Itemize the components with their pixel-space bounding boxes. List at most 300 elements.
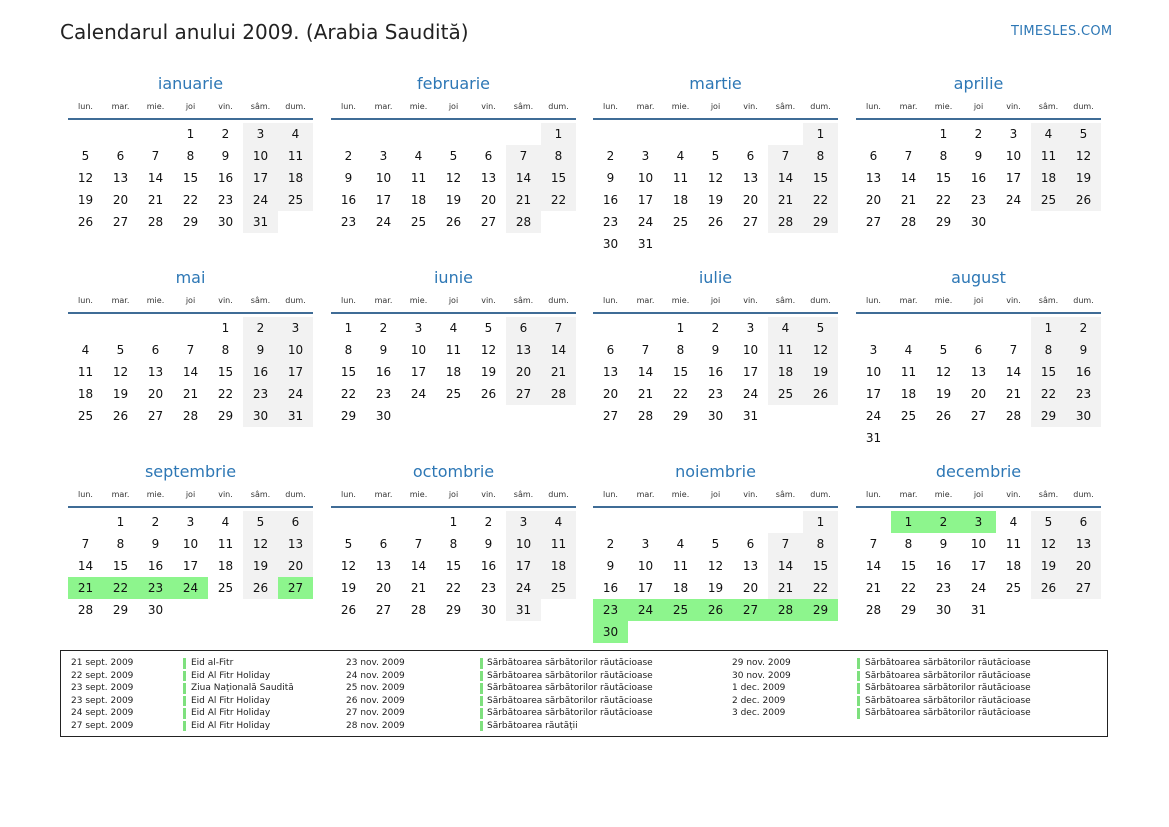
day-cell: 15 (672, 365, 689, 379)
day-cell: 24 (243, 189, 278, 211)
day-cell: 1 (186, 127, 195, 141)
legend-color-bar (857, 671, 860, 682)
weekday-label: lun. (603, 490, 618, 499)
day-cell: 22 (541, 189, 576, 211)
day-cell: 12 (935, 365, 952, 379)
day-cell: 16 (602, 193, 619, 207)
day-cell: 7 (768, 145, 803, 167)
day-cell: 24 (742, 387, 759, 401)
day-cell: 25 (768, 383, 803, 405)
legend-color-bar (183, 671, 186, 682)
day-cell: 12 (243, 533, 278, 555)
weekday-label: mar. (374, 102, 393, 111)
day-cell: 12 (803, 339, 838, 361)
day-cell: 24 (970, 581, 987, 595)
day-cell: 30 (1066, 405, 1101, 427)
weekday-label: mie. (934, 102, 953, 111)
day-cell: 10 (637, 559, 654, 573)
weekday-label: joi (710, 102, 721, 111)
weekday-label: joi (973, 102, 984, 111)
day-cell: 18 (217, 559, 234, 573)
day-cell: 13 (865, 171, 882, 185)
legend-entry (732, 657, 1112, 670)
day-cell: 6 (746, 149, 755, 163)
day-cell: 22 (803, 577, 838, 599)
day-cell: 8 (449, 537, 458, 551)
weekday-label: lun. (866, 296, 881, 305)
day-cell: 12 (480, 343, 497, 357)
weekday-header (856, 490, 1101, 502)
day-cell: 24 (637, 215, 654, 229)
day-cell: 28 (768, 211, 803, 233)
day-cell: 7 (904, 149, 913, 163)
weekday-label: dum. (548, 490, 569, 499)
day-cell: 2 (151, 515, 160, 529)
day-cell: 23 (602, 215, 619, 229)
day-cell: 13 (112, 171, 129, 185)
day-cell: 1 (449, 515, 458, 529)
legend-holiday-name: Sărbătoarea sărbătorilor răutăcioase (487, 658, 653, 668)
weekday-label: mar. (899, 296, 918, 305)
weekday-header (593, 490, 838, 502)
day-cell: 23 (340, 215, 357, 229)
month-name: ianuarie (157, 74, 224, 93)
day-cell: 26 (480, 387, 497, 401)
weekday-label: joi (973, 490, 984, 499)
day-cell: 6 (506, 317, 541, 339)
day-cell: 27 (506, 383, 541, 405)
day-cell: 27 (147, 409, 164, 423)
day-cell: 8 (939, 149, 948, 163)
day-cell: 28 (1005, 409, 1022, 423)
day-cell: 10 (506, 533, 541, 555)
header-divider (331, 506, 576, 508)
day-cell: 27 (112, 215, 129, 229)
day-cell: 11 (77, 365, 94, 379)
legend-date: 23 nov. 2009 (346, 658, 405, 668)
day-cell: 1 (939, 127, 948, 141)
weekday-label: vin. (481, 296, 496, 305)
day-cell: 23 (480, 581, 497, 595)
weekday-header (856, 102, 1101, 114)
day-cell: 17 (278, 361, 313, 383)
day-cell: 15 (112, 559, 129, 573)
legend-color-bar (183, 721, 186, 732)
day-cell: 17 (637, 581, 654, 595)
weekday-label: dum. (810, 490, 831, 499)
day-cell: 16 (147, 559, 164, 573)
weekday-label: lun. (78, 490, 93, 499)
day-cell: 7 (1009, 343, 1018, 357)
day-cell: 8 (1031, 339, 1066, 361)
day-cell: 20 (112, 193, 129, 207)
day-cell: 17 (1005, 171, 1022, 185)
day-cell: 15 (1031, 361, 1066, 383)
day-cell: 26 (243, 577, 278, 599)
weekday-label: joi (185, 296, 196, 305)
weekday-label: joi (448, 102, 459, 111)
weekday-label: vin. (218, 490, 233, 499)
header-divider (68, 118, 313, 120)
weekday-label: sâm. (1038, 490, 1059, 499)
day-cell: 4 (81, 343, 90, 357)
legend-date: 26 nov. 2009 (346, 695, 405, 706)
day-cell: 9 (243, 339, 278, 361)
day-cell: 11 (278, 145, 313, 167)
weekday-label: lun. (341, 490, 356, 499)
legend-color-bar (480, 671, 483, 682)
day-cell: 31 (278, 405, 313, 427)
day-cell: 6 (746, 537, 755, 551)
day-cell: 1 (541, 123, 576, 145)
legend-date: 22 sept. 2009 (71, 670, 134, 681)
day-cell: 7 (81, 537, 90, 551)
day-cell: 16 (970, 171, 987, 185)
legend-holiday-name: Sărbătoarea sărbătorilor răutăcioase (865, 695, 1031, 706)
day-cell: 13 (375, 559, 392, 573)
header-divider (68, 312, 313, 314)
day-cell: 21 (1005, 387, 1022, 401)
day-cell: 10 (243, 145, 278, 167)
weekday-label: vin. (481, 490, 496, 499)
day-cell: 5 (449, 149, 458, 163)
day-cell: 22 (340, 387, 357, 401)
day-cell: 11 (1005, 537, 1022, 551)
day-cell: 21 (541, 361, 576, 383)
legend-date: 27 sept. 2009 (71, 720, 134, 731)
day-cell: 19 (803, 361, 838, 383)
day-cell: 30 (375, 409, 392, 423)
day-cell: 29 (672, 409, 689, 423)
day-cell: 9 (344, 171, 353, 185)
weekday-label: sâm. (513, 490, 534, 499)
day-cell: 16 (375, 365, 392, 379)
weekday-label: sâm. (250, 490, 271, 499)
day-cell: 6 (1066, 511, 1101, 533)
weekday-label: mie. (671, 490, 690, 499)
weekday-label: vin. (743, 296, 758, 305)
legend-holiday-name: Sărbătoarea sărbătorilor răutăcioase (487, 683, 653, 693)
day-cell: 2 (606, 149, 615, 163)
day-cell: 29 (900, 603, 917, 617)
weekday-label: dum. (285, 490, 306, 499)
weekday-label: sâm. (513, 102, 534, 111)
day-cell: 25 (410, 215, 427, 229)
day-cell: 2 (243, 317, 278, 339)
day-cell: 1 (344, 321, 353, 335)
day-cell: 17 (375, 193, 392, 207)
day-cell: 3 (506, 511, 541, 533)
day-cell: 27 (970, 409, 987, 423)
day-cell: 19 (340, 581, 357, 595)
day-cell: 6 (606, 343, 615, 357)
day-cell: 30 (970, 215, 987, 229)
legend-date: 2 dec. 2009 (732, 695, 786, 706)
day-cell: 6 (116, 149, 125, 163)
day-cell: 7 (151, 149, 160, 163)
day-cell: 12 (112, 365, 129, 379)
day-cell: 4 (1031, 123, 1066, 145)
day-cell: 15 (900, 559, 917, 573)
day-cell: 31 (970, 603, 987, 617)
day-cell: 14 (768, 555, 803, 577)
weekday-label: dum. (285, 296, 306, 305)
day-cell: 1 (803, 123, 838, 145)
day-cell: 25 (445, 387, 462, 401)
day-cell: 25 (663, 599, 698, 621)
day-cell: 28 (637, 409, 654, 423)
month-name: august (951, 268, 1006, 287)
day-cell: 24 (410, 387, 427, 401)
weekday-label: sâm. (250, 102, 271, 111)
legend-holiday-name: Sărbătoarea sărbătorilor răutăcioase (487, 708, 653, 718)
day-cell: 8 (116, 537, 125, 551)
day-cell: 25 (1031, 189, 1066, 211)
legend-entry (732, 695, 1112, 708)
weekday-label: mie. (146, 296, 165, 305)
day-cell: 9 (484, 537, 493, 551)
weekday-label: vin. (218, 296, 233, 305)
legend-date: 24 nov. 2009 (346, 670, 405, 681)
day-cell: 14 (768, 167, 803, 189)
day-cell: 15 (217, 365, 234, 379)
day-cell: 3 (641, 537, 650, 551)
day-cell: 26 (77, 215, 94, 229)
legend-color-bar (857, 708, 860, 719)
day-cell: 28 (865, 603, 882, 617)
day-cell: 2 (926, 511, 961, 533)
day-cell: 4 (676, 149, 685, 163)
day-cell: 13 (742, 559, 759, 573)
legend-color-bar (183, 683, 186, 694)
weekday-label: dum. (810, 296, 831, 305)
day-cell: 23 (707, 387, 724, 401)
weekday-label: dum. (1073, 296, 1094, 305)
day-cell: 5 (711, 149, 720, 163)
day-cell: 26 (1066, 189, 1101, 211)
day-cell: 8 (221, 343, 230, 357)
day-cell: 16 (217, 171, 234, 185)
page-title: Calendarul anului 2009. (Arabia Saudită) (60, 20, 469, 44)
legend-date: 23 sept. 2009 (71, 683, 134, 693)
day-cell: 24 (1005, 193, 1022, 207)
day-cell: 14 (77, 559, 94, 573)
day-cell: 4 (449, 321, 458, 335)
day-cell: 30 (602, 237, 619, 251)
day-cell: 20 (375, 581, 392, 595)
day-cell: 25 (77, 409, 94, 423)
weekday-label: dum. (1073, 102, 1094, 111)
weekday-label: mar. (636, 102, 655, 111)
weekday-header (331, 296, 576, 308)
weekday-label: mie. (934, 490, 953, 499)
weekday-label: joi (185, 102, 196, 111)
day-cell: 14 (182, 365, 199, 379)
legend-date: 28 nov. 2009 (346, 720, 405, 731)
holiday-legend (60, 650, 1108, 737)
day-cell: 22 (672, 387, 689, 401)
legend-holiday-name: Ziua Națională Saudită (191, 683, 294, 693)
day-cell: 30 (217, 215, 234, 229)
header-divider (331, 312, 576, 314)
header-divider (593, 312, 838, 314)
day-cell: 18 (77, 387, 94, 401)
legend-holiday-name: Eid Al Fitr Holiday (191, 708, 271, 718)
day-cell: 18 (1005, 559, 1022, 573)
weekday-label: dum. (548, 296, 569, 305)
day-cell: 2 (1066, 317, 1101, 339)
day-cell: 4 (414, 149, 423, 163)
day-cell: 11 (410, 171, 427, 185)
weekday-label: lun. (603, 296, 618, 305)
day-cell: 19 (77, 193, 94, 207)
legend-color-bar (480, 683, 483, 694)
day-cell: 28 (768, 599, 803, 621)
legend-color-bar (183, 658, 186, 669)
day-cell: 5 (939, 343, 948, 357)
day-cell: 21 (900, 193, 917, 207)
day-cell: 12 (1066, 145, 1101, 167)
day-cell: 19 (1066, 167, 1101, 189)
day-cell: 23 (970, 193, 987, 207)
day-cell: 8 (186, 149, 195, 163)
legend-entry (732, 682, 1112, 695)
day-cell: 28 (506, 211, 541, 233)
legend-holiday-name: Eid Al Fitr Holiday (191, 670, 271, 681)
month-name: octombrie (412, 462, 495, 481)
month-name: mai (175, 268, 206, 287)
day-cell: 4 (768, 317, 803, 339)
day-cell: 21 (637, 387, 654, 401)
day-cell: 14 (900, 171, 917, 185)
day-cell: 20 (1066, 555, 1101, 577)
day-cell: 22 (445, 581, 462, 595)
legend-color-bar (183, 708, 186, 719)
legend-color-bar (857, 683, 860, 694)
day-cell: 16 (602, 581, 619, 595)
day-cell: 7 (506, 145, 541, 167)
day-cell: 24 (506, 577, 541, 599)
weekday-label: joi (710, 490, 721, 499)
day-cell: 16 (340, 193, 357, 207)
legend-date: 24 sept. 2009 (71, 708, 134, 718)
day-cell: 21 (182, 387, 199, 401)
day-cell: 9 (939, 537, 948, 551)
legend-entry (346, 670, 726, 683)
day-cell: 10 (375, 171, 392, 185)
weekday-label: mie. (409, 296, 428, 305)
legend-color-bar (480, 696, 483, 707)
weekday-label: vin. (481, 102, 496, 111)
day-cell: 28 (147, 215, 164, 229)
day-cell: 6 (974, 343, 983, 357)
legend-holiday-name: Sărbătoarea sărbătorilor răutăcioase (865, 683, 1031, 693)
weekday-header (68, 296, 313, 308)
day-cell: 25 (541, 577, 576, 599)
day-cell: 10 (865, 365, 882, 379)
day-cell: 30 (480, 603, 497, 617)
day-cell: 7 (414, 537, 423, 551)
weekday-label: mar. (374, 296, 393, 305)
day-cell: 25 (1005, 581, 1022, 595)
brand-link[interactable]: TIMESLES.COM (1011, 24, 1113, 39)
weekday-label: mie. (146, 490, 165, 499)
day-cell: 10 (1005, 149, 1022, 163)
day-cell: 8 (676, 343, 685, 357)
weekday-label: mie. (671, 102, 690, 111)
day-cell: 19 (480, 365, 497, 379)
day-cell: 11 (445, 343, 462, 357)
day-cell: 10 (637, 171, 654, 185)
legend-color-bar (183, 696, 186, 707)
legend-holiday-name: Sărbătoarea sărbătorilor răutăcioase (865, 708, 1031, 718)
day-cell: 2 (484, 515, 493, 529)
day-cell: 9 (711, 343, 720, 357)
day-cell: 26 (803, 383, 838, 405)
day-cell: 12 (1031, 533, 1066, 555)
day-cell: 15 (803, 555, 838, 577)
header-divider (331, 118, 576, 120)
day-cell: 9 (1066, 339, 1101, 361)
day-cell: 21 (147, 193, 164, 207)
day-cell: 24 (278, 383, 313, 405)
day-cell: 11 (900, 365, 917, 379)
day-cell: 7 (869, 537, 878, 551)
day-cell: 18 (900, 387, 917, 401)
day-cell: 27 (602, 409, 619, 423)
day-cell: 20 (742, 193, 759, 207)
day-cell: 1 (803, 511, 838, 533)
day-cell: 20 (865, 193, 882, 207)
weekday-label: sâm. (775, 296, 796, 305)
day-cell: 6 (869, 149, 878, 163)
weekday-label: mie. (409, 490, 428, 499)
day-cell: 25 (217, 581, 234, 595)
day-cell: 3 (186, 515, 195, 529)
day-cell: 22 (103, 577, 138, 599)
day-cell: 23 (138, 577, 173, 599)
day-cell: 5 (803, 317, 838, 339)
day-cell: 18 (445, 365, 462, 379)
legend-date: 21 sept. 2009 (71, 658, 134, 668)
day-cell: 4 (221, 515, 230, 529)
day-cell: 21 (506, 189, 541, 211)
weekday-label: vin. (743, 490, 758, 499)
weekday-label: mie. (934, 296, 953, 305)
day-cell: 10 (278, 339, 313, 361)
day-cell: 17 (970, 559, 987, 573)
day-cell: 15 (803, 167, 838, 189)
legend-column (732, 657, 1112, 720)
day-cell: 6 (278, 511, 313, 533)
day-cell: 18 (768, 361, 803, 383)
weekday-label: mar. (111, 296, 130, 305)
day-cell: 29 (217, 409, 234, 423)
day-cell: 14 (410, 559, 427, 573)
day-cell: 22 (182, 193, 199, 207)
day-cell: 28 (182, 409, 199, 423)
day-cell: 17 (410, 365, 427, 379)
weekday-label: mar. (111, 102, 130, 111)
day-cell: 8 (803, 145, 838, 167)
day-cell: 13 (602, 365, 619, 379)
day-cell: 25 (672, 215, 689, 229)
day-cell: 31 (742, 409, 759, 423)
day-cell: 28 (410, 603, 427, 617)
day-cell: 6 (484, 149, 493, 163)
day-cell: 2 (221, 127, 230, 141)
legend-color-bar (857, 658, 860, 669)
